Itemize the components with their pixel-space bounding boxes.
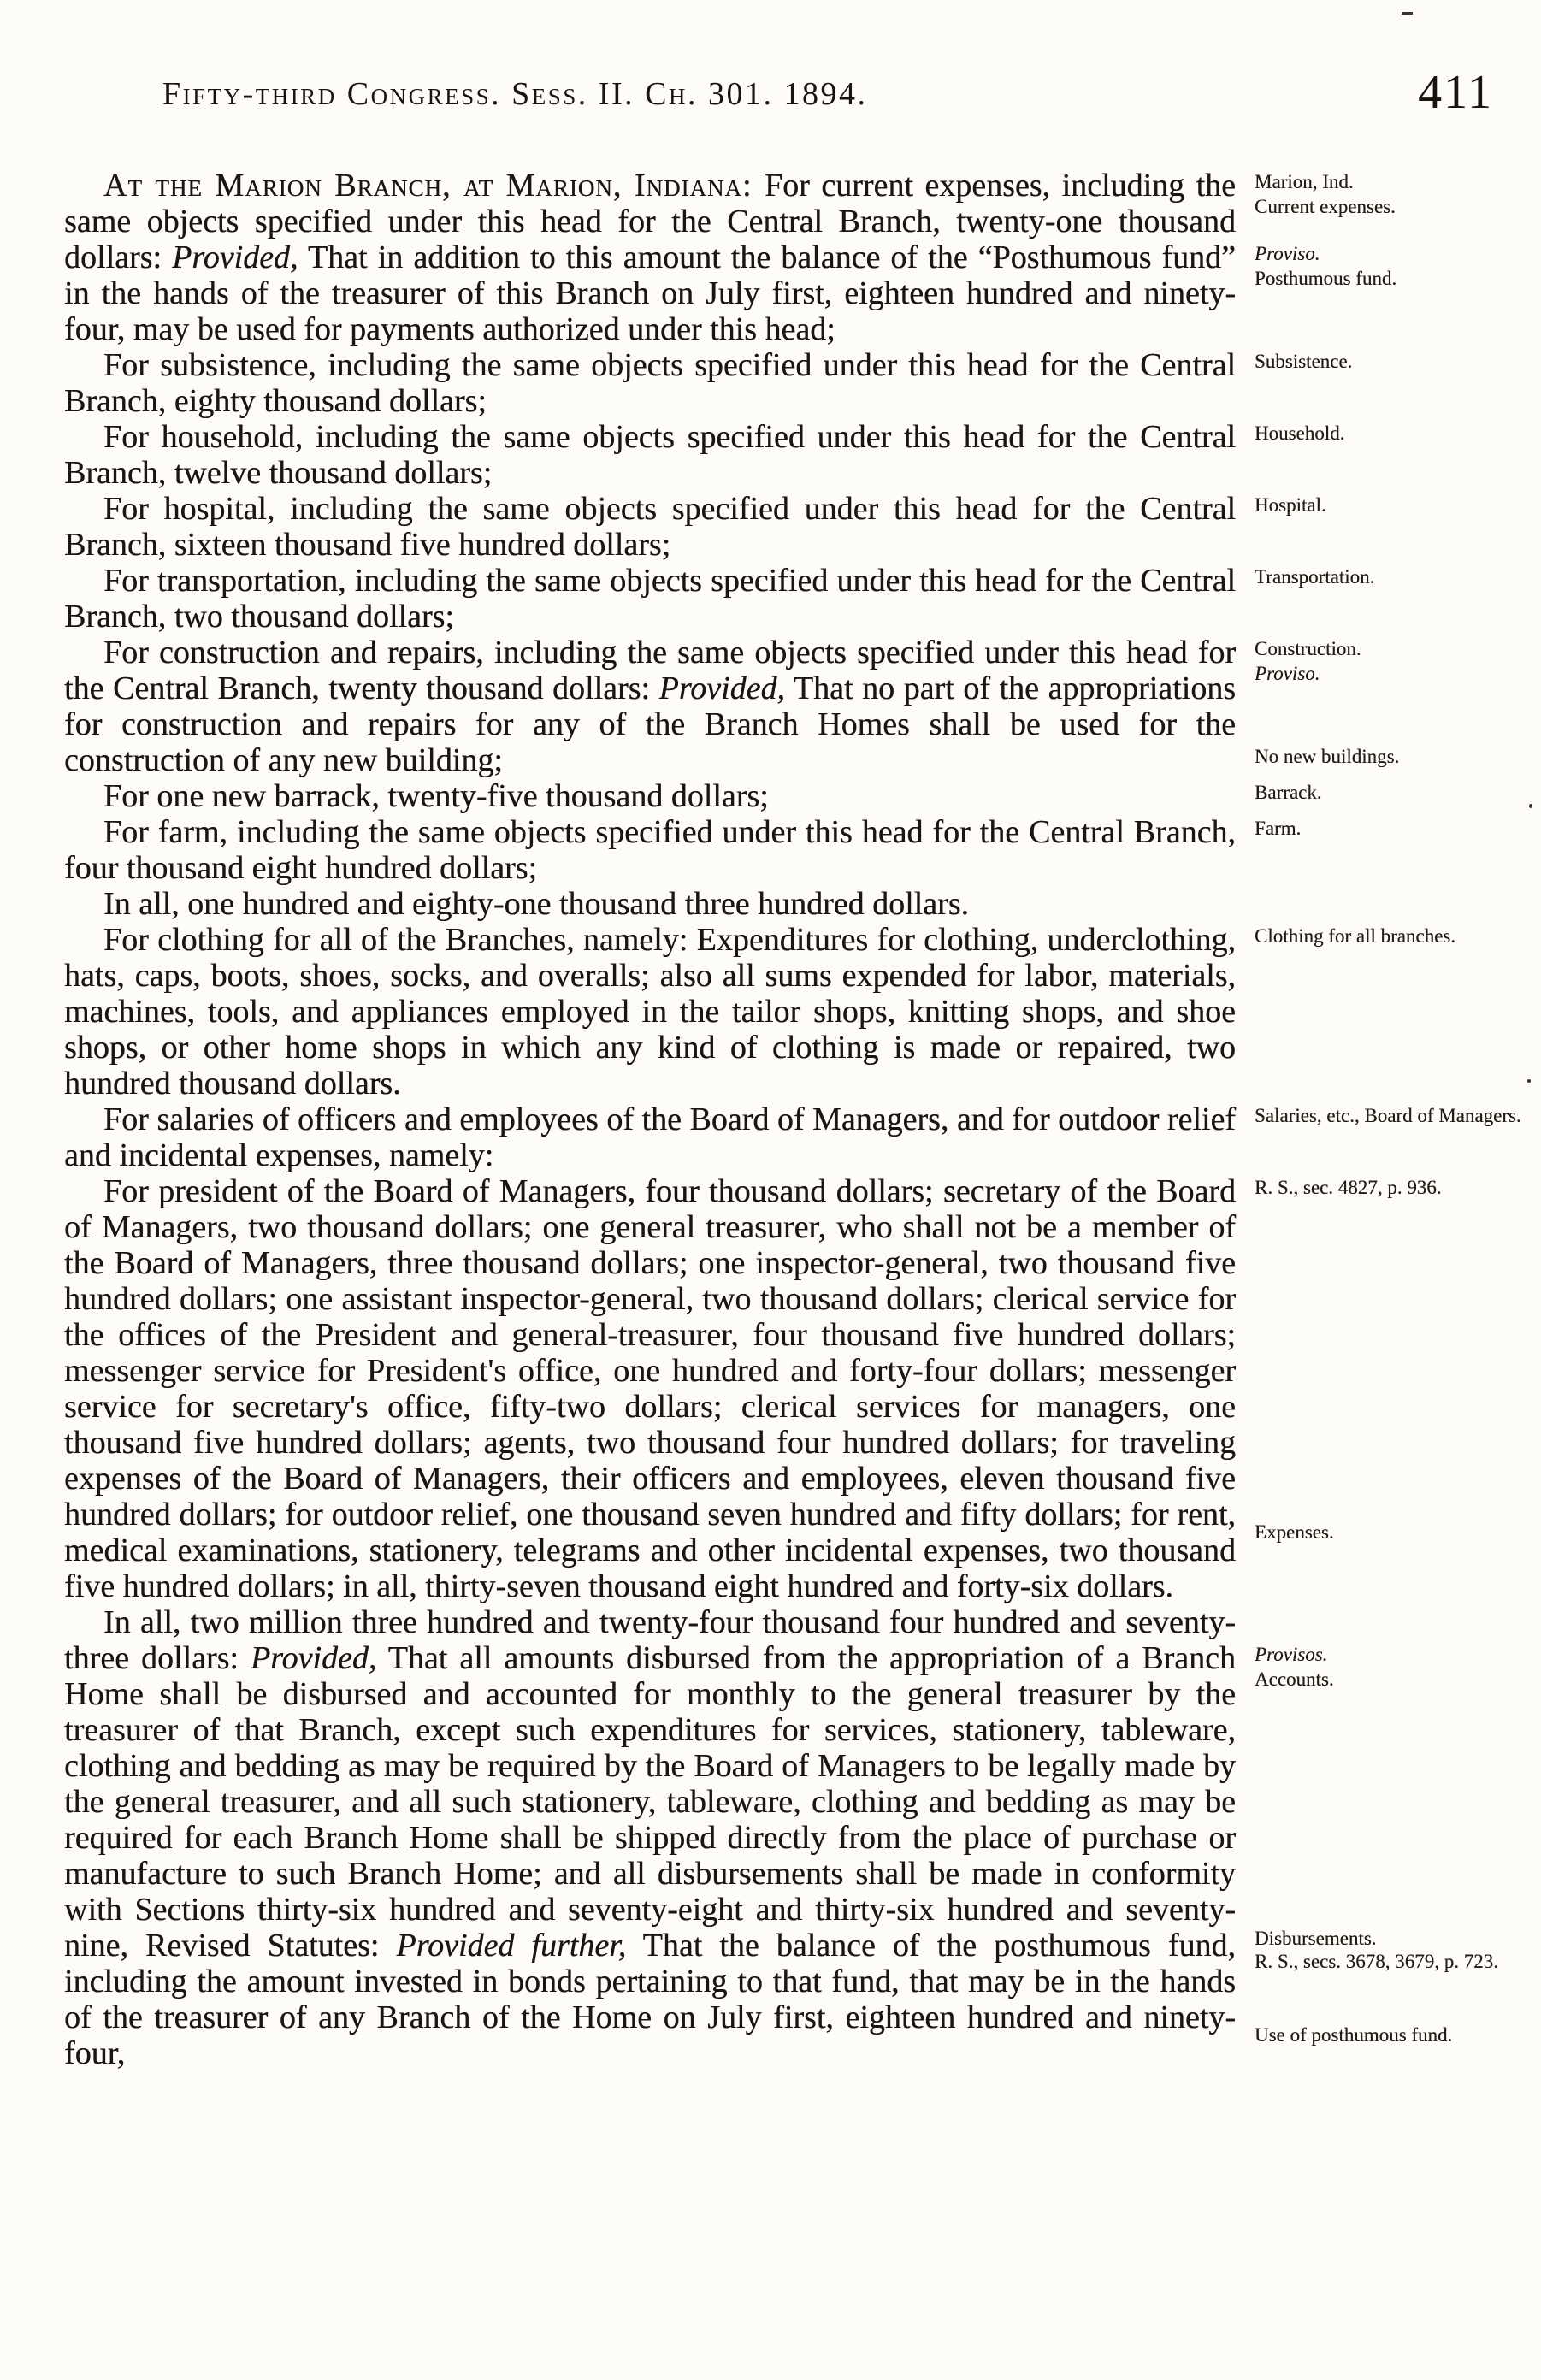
paragraph-text [64, 347, 1236, 419]
margin-note: Disbursements. [1255, 1927, 1377, 1949]
paragraph [64, 563, 1375, 635]
paragraph-text [64, 491, 1236, 563]
text-segment: For farm, including the same objects specified under this head for the Central Branch, four thousand eight hundred dollars; [64, 814, 1236, 886]
text-segment: For current expenses, including the same objects specified under this head for the Central Branch, twenty-one thousand dollars: [64, 168, 1236, 275]
margin-note: Proviso. [1255, 243, 1320, 264]
margin-note: Subsistence. [1255, 351, 1353, 372]
paragraph [64, 168, 1397, 347]
text-segment: In all, one hundred and eighty-one thousand three hundred dollars. [103, 886, 969, 922]
text-segment: For construction and repairs, including the same objects specified under this head for the Central Branch, twenty thousand dollars: [64, 635, 1236, 706]
paragraph [64, 886, 1236, 922]
text-segment: In all, two million three hundred and twenty-four thousand four hundred and seventy-three dollars: [64, 1604, 1236, 1676]
margin-note: Provisos. [1255, 1644, 1328, 1665]
margin-note: Barrack. [1255, 782, 1322, 803]
margin-note: R. S., sec. 4827, p. 936. [1255, 1177, 1442, 1198]
text-segment: For one new barrack, twenty-five thousand dollars; [103, 778, 769, 814]
margin-note: Household. [1255, 422, 1345, 444]
paragraph-text [64, 635, 1236, 778]
paragraph [64, 922, 1456, 1101]
paragraph-text [64, 168, 1236, 347]
paragraph [64, 1604, 1498, 2071]
text-segment: For salaries of officers and employees of the Board of Managers, and for outdoor relief and incidental expenses, namely: [64, 1101, 1236, 1173]
margin-note: Expenses. [1255, 1521, 1334, 1544]
paragraph-text [64, 1604, 1236, 2071]
running-title: Fifty-third Congress. Sess. II. Ch. 301. 1894. [162, 76, 868, 112]
paragraph-text [64, 563, 1236, 635]
text-segment: At the Marion Branch, at Marion, Indiana: [103, 168, 765, 204]
statute-body [64, 168, 1535, 2071]
margin-note: Clothing for all branches. [1255, 925, 1456, 947]
text-segment: For subsistence, including the same objects specified under this head for the Central Branch, eighty thousand dollars; [64, 347, 1236, 419]
paragraph [64, 1101, 1521, 1173]
text-segment: For household, including the same objects specified under this head for the Central Branch, twelve thousand dollars; [64, 419, 1236, 491]
text-segment: That in addition to this amount the balance of the “Posthumous fund” in the hands of the treasurer of this Branch on July first, eighteen hundred and ninety-four, may be used for payments authorized under this head; [64, 239, 1236, 347]
paragraph-text [64, 419, 1236, 491]
paragraph [64, 1173, 1442, 1604]
paragraph-text [64, 1173, 1236, 1604]
text-segment: For hospital, including the same objects specified under this head for the Central Branch, sixteen thousand five hundred dollars; [64, 491, 1236, 563]
margin-note: Use of posthumous fund. [1255, 2024, 1453, 2046]
paragraph [64, 778, 1322, 814]
paragraph [64, 491, 1326, 563]
margin-note: Farm. [1255, 818, 1302, 839]
margin-note: Accounts. [1255, 1668, 1334, 1690]
margin-note: R. S., secs. 3678, 3679, p. 723. [1255, 1951, 1498, 1973]
margin-note: Proviso. [1255, 662, 1320, 684]
text-segment: For president of the Board of Managers, four thousand dollars; secretary of the Board of Managers, two thousand dollars; one general treasurer, who shall not be a member of the Board of Managers, three thousand dollars; one inspector-general, two thousand five hundred dollars; one assistant inspector-general, two thousand dollars; clerical service for the offices of the President and general-treasurer, four thousand five hundred dollars; messenger service for President's office, one hundred and forty-four dollars; messenger service for secretary's office, fifty-two dollars; clerical services for managers, one thousand five hundred dollars; agents, two thousand four hundred dollars; for traveling expenses of the Board of Managers, their officers and employees, eleven thousand five hundred dollars; for outdoor relief, one thousand seven hundred and fifty dollars; for rent, medical examinations, stationery, telegrams and other incidental expenses, two thousand five hundred dollars; in all, thirty-seven thousand eight hundred and forty-six dollars. [64, 1173, 1236, 1604]
paragraph [64, 814, 1302, 886]
text-segment: That the balance of the posthumous fund, including the amount invested in bonds pertaining to that fund, that may be in the hands of the treasurer of any Branch of the Home on July first, eighteen hundred and ninety-four, [64, 1928, 1237, 2071]
paragraph [64, 419, 1345, 491]
margin-note: Transportation. [1255, 566, 1375, 588]
text-segment: For transportation, including the same objects specified under this head for the Central Branch, two thousand dollars; [64, 563, 1236, 635]
margin-note: No new buildings. [1255, 746, 1400, 767]
text-segment: Provided, [250, 1640, 377, 1676]
margin-note: Salaries, etc., Board of Managers. [1255, 1105, 1521, 1126]
scan-artifact [1402, 12, 1413, 15]
margin-note: Construction. [1255, 638, 1361, 659]
text-segment: For clothing for all of the Branches, namely: Expenditures for clothing, underclothing, hats, caps, boots, shoes, socks, and overalls; also all sums expended for labor, materials, machines, tools, and appliances employed in the tailor shops, knitting shops, and shoe shops, or other home shops in which any kind of clothing is made or repaired, two hundred thousand dollars. [64, 922, 1236, 1101]
paragraph-text [64, 778, 1236, 814]
text-segment: That all amounts disbursed from the appropriation of a Branch Home shall be disbursed and accounted for monthly to the general treasurer by the treasurer of that Branch, except such expenditures for services, stationery, tableware, clothing and bedding as may be required by the Board of Managers to be legally made by the general treasurer, and all such stationery, tableware, clothing and bedding as may be required for each Branch Home shall be shipped directly from the place of purchase or manufacture to such Branch Home; and all disbursements shall be made in conformity with Sections thirty-six hundred and seventy-eight and thirty-six hundred and seventy-nine, Revised Statutes: [64, 1640, 1236, 1964]
paragraph [64, 635, 1400, 778]
paragraph [64, 347, 1353, 419]
margin-note: Current expenses. [1255, 195, 1396, 217]
margin-note: Posthumous fund. [1255, 267, 1397, 289]
text-segment: Provided further, [396, 1928, 627, 1964]
paragraph-text [64, 886, 1236, 922]
text-segment: That no part of the appropriations for construction and repairs for any of the Branch Homes shall be used for the construction of any new building; [64, 670, 1236, 778]
paragraph-text [64, 1101, 1236, 1173]
text-segment: Provided, [172, 239, 298, 275]
margin-note: Marion, Ind. [1255, 171, 1354, 192]
page-number: 411 [1418, 66, 1493, 119]
margin-note: Hospital. [1255, 494, 1326, 516]
text-segment: Provided, [658, 670, 785, 706]
paragraph-text [64, 922, 1236, 1101]
paragraph-text [64, 814, 1236, 886]
